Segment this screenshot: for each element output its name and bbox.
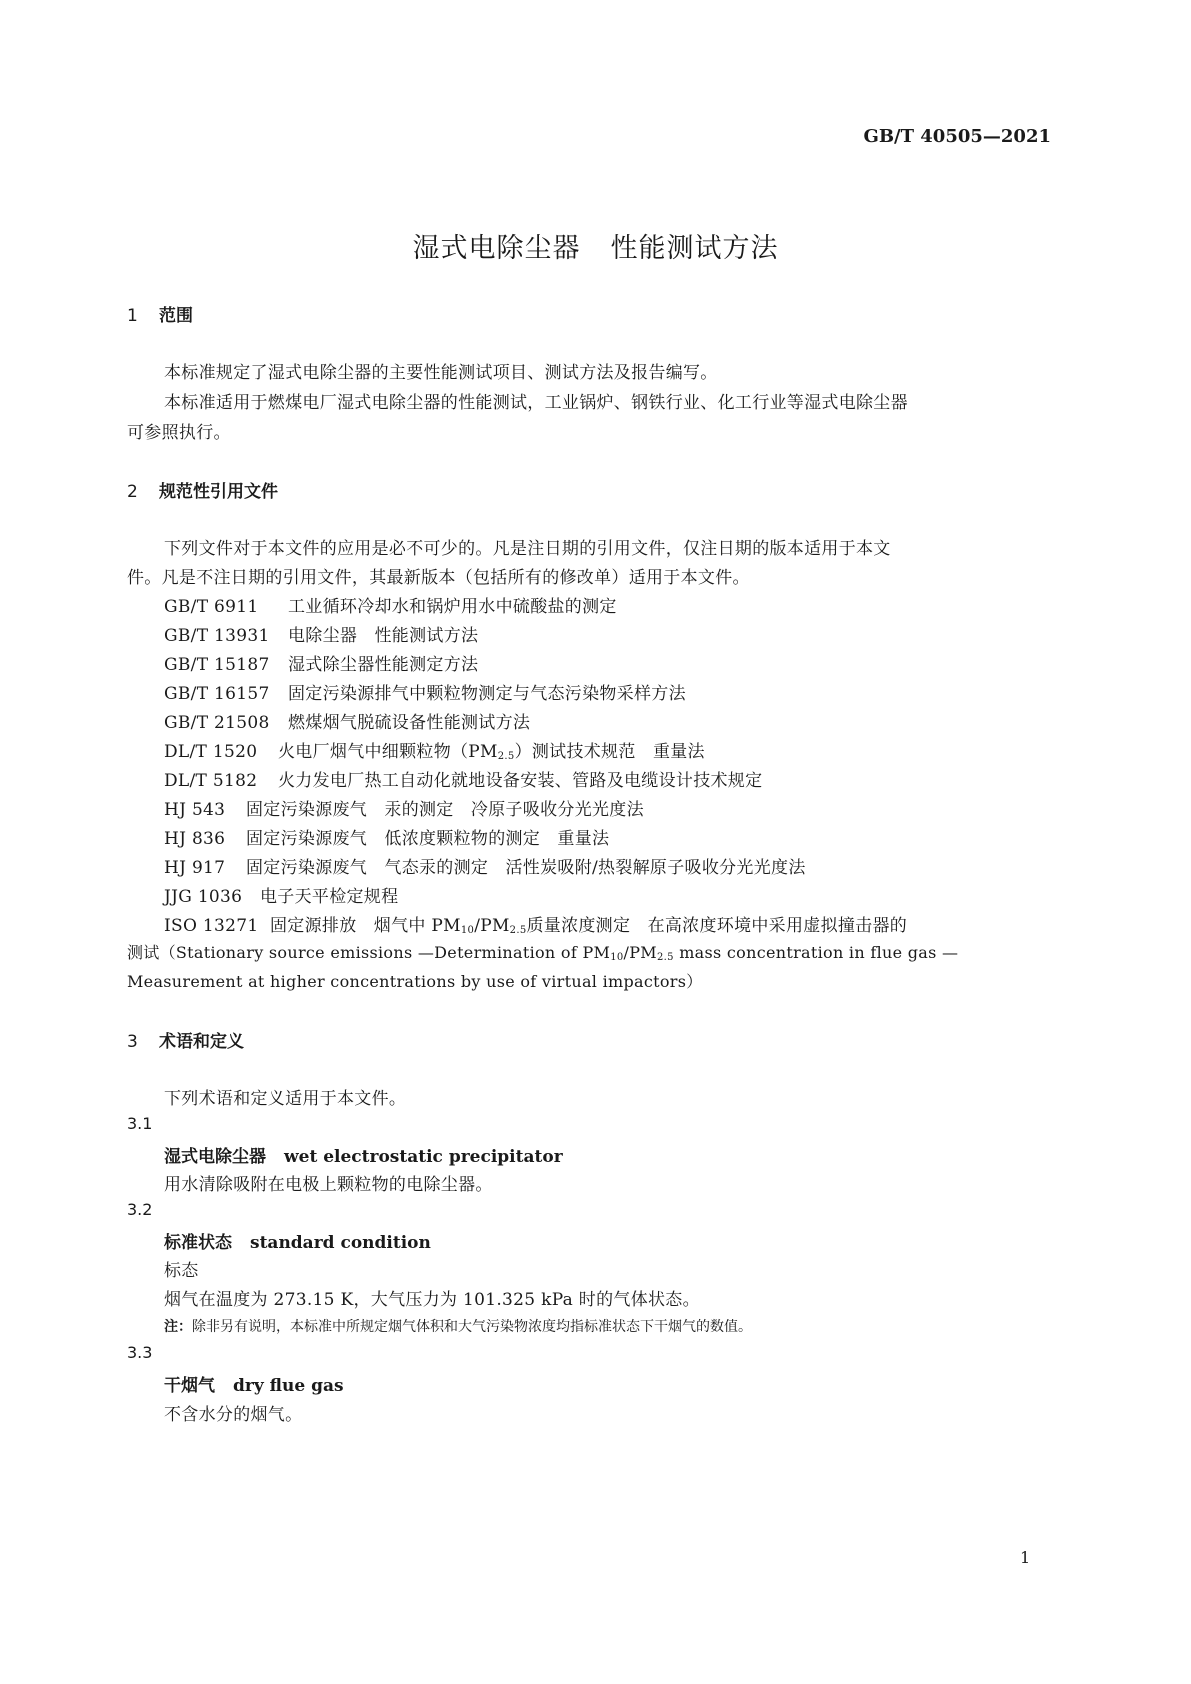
term-chinese: 湿式电除尘器 [164,1147,266,1167]
reference-title-part: 固定源排放 烟气中 PM [270,916,461,936]
reference-title-part: mass concentration in flue gas — [673,943,959,962]
reference-title: 工业循环冷却水和锅炉用水中硫酸盐的测定 [288,597,617,617]
reference-item [164,882,398,907]
section-2-intro-line-2: 件。凡是不注日期的引用文件，其最新版本（包括所有的修改单）适用于本文件。 [127,568,750,588]
term-admitted-alt: 标态 [164,1261,199,1281]
reference-title-part: 质量浓度测定 在高浓度环境中采用虚拟撞击器的 [526,916,908,936]
section-3-heading [127,1027,244,1052]
reference-iso-line-3: Measurement at higher concentrations by use of virtual impactors） [127,972,703,991]
term-entry [164,1228,431,1253]
standard-number: GB/T 40505—2021 [863,126,1051,147]
term-note [164,1316,752,1336]
section-number: 2 [127,482,138,502]
reference-code: GB/T 6911 [164,597,259,617]
reference-code: GB/T 15187 [164,655,270,675]
reference-item [164,650,478,675]
reference-code: HJ 543 [164,800,226,820]
term-english: standard condition [250,1233,431,1253]
section-1-para-1: 本标准规定了湿式电除尘器的主要性能测试项目、测试方法及报告编写。 [164,363,718,383]
section-1-para-2-line-1: 本标准适用于燃煤电厂湿式电除尘器的性能测试，工业锅炉、钢铁行业、化工行业等湿式电除尘器 [164,393,908,413]
reference-title: 火力发电厂热工自动化就地设备安装、管路及电缆设计技术规定 [278,771,763,791]
reference-code: HJ 836 [164,829,226,849]
section-number: 3 [127,1032,138,1052]
term-definition: 用水清除吸附在电极上颗粒物的电除尘器。 [164,1175,493,1195]
subscript: 10 [610,952,624,963]
page-number: 1 [1020,1548,1031,1567]
reference-title-part: 测试（Stationary source emissions —Determination of PM [127,943,611,962]
reference-item [164,679,686,704]
subscript: 2.5 [497,751,515,762]
reference-item [164,708,530,733]
reference-item [164,853,806,878]
term-chinese: 干烟气 [164,1376,215,1396]
subscript: 2.5 [657,952,674,963]
reference-item [164,795,644,820]
reference-title: 燃煤烟气脱硫设备性能测试方法 [288,713,531,733]
title-part-1: 湿式电除尘器 [412,233,581,264]
clause-number: 3.1 [127,1114,153,1133]
subscript: 10 [460,925,475,936]
reference-title-part: /PM [474,916,510,936]
term-definition: 烟气在温度为 273.15 K，大气压力为 101.325 kPa 时的气体状态。 [164,1290,700,1310]
reference-title: 固定污染源排气中颗粒物测定与气态污染物采样方法 [288,684,686,704]
note-text: 除非另有说明，本标准中所规定烟气体积和大气污染物浓度均指标准状态下干烟气的数值。 [192,1319,752,1335]
reference-code: DL/T 1520 [164,742,258,762]
reference-title-a: 火电厂烟气中细颗粒物（PM [278,742,498,762]
term-entry [164,1142,563,1167]
reference-code: JJG 1036 [164,887,243,907]
reference-title: 电子天平检定规程 [260,887,399,907]
title-part-2: 性能测试方法 [610,233,779,264]
term-entry [164,1371,344,1396]
section-1-para-2-line-2: 可参照执行。 [127,423,231,443]
clause-number: 3.3 [127,1343,153,1362]
section-number: 1 [127,306,138,326]
reference-code: GB/T 21508 [164,713,270,733]
reference-title-part: /PM [623,943,657,962]
section-title: 范围 [159,306,193,326]
reference-code: ISO 13271 [164,916,259,936]
reference-iso-line-2 [127,940,958,963]
reference-title-b: ）测试技术规范 重量法 [514,742,705,762]
subscript: 2.5 [509,925,527,936]
term-definition: 不含水分的烟气。 [164,1405,303,1425]
reference-title: 固定污染源废气 汞的测定 冷原子吸收分光光度法 [246,800,644,820]
reference-code: GB/T 16157 [164,684,270,704]
term-chinese: 标准状态 [164,1233,232,1253]
section-2-intro-line-1: 下列文件对于本文件的应用是必不可少的。凡是注日期的引用文件，仅注日期的版本适用于本文 [164,539,891,559]
note-label: 注： [164,1319,192,1335]
section-1-heading [127,301,193,326]
section-3-intro: 下列术语和定义适用于本文件。 [164,1089,407,1109]
reference-title: 电除尘器 性能测试方法 [288,626,479,646]
reference-item [164,621,478,646]
document-title [0,226,1191,265]
reference-title: 固定污染源废气 低浓度颗粒物的测定 重量法 [246,829,610,849]
reference-item [164,592,617,617]
term-english: dry flue gas [233,1376,344,1396]
section-title: 术语和定义 [159,1032,244,1052]
reference-code: HJ 917 [164,858,226,878]
reference-item [164,766,762,791]
section-title: 规范性引用文件 [159,482,278,502]
reference-title: 固定污染源废气 气态汞的测定 活性炭吸附/热裂解原子吸收分光光度法 [246,858,806,878]
term-english: wet electrostatic precipitator [284,1147,563,1167]
reference-code: DL/T 5182 [164,771,258,791]
reference-item [164,824,609,849]
section-2-heading [127,477,278,502]
reference-code: GB/T 13931 [164,626,270,646]
reference-item-iso [164,911,907,936]
reference-title: 湿式除尘器性能测定方法 [288,655,479,675]
reference-item [164,737,705,762]
clause-number: 3.2 [127,1200,153,1219]
